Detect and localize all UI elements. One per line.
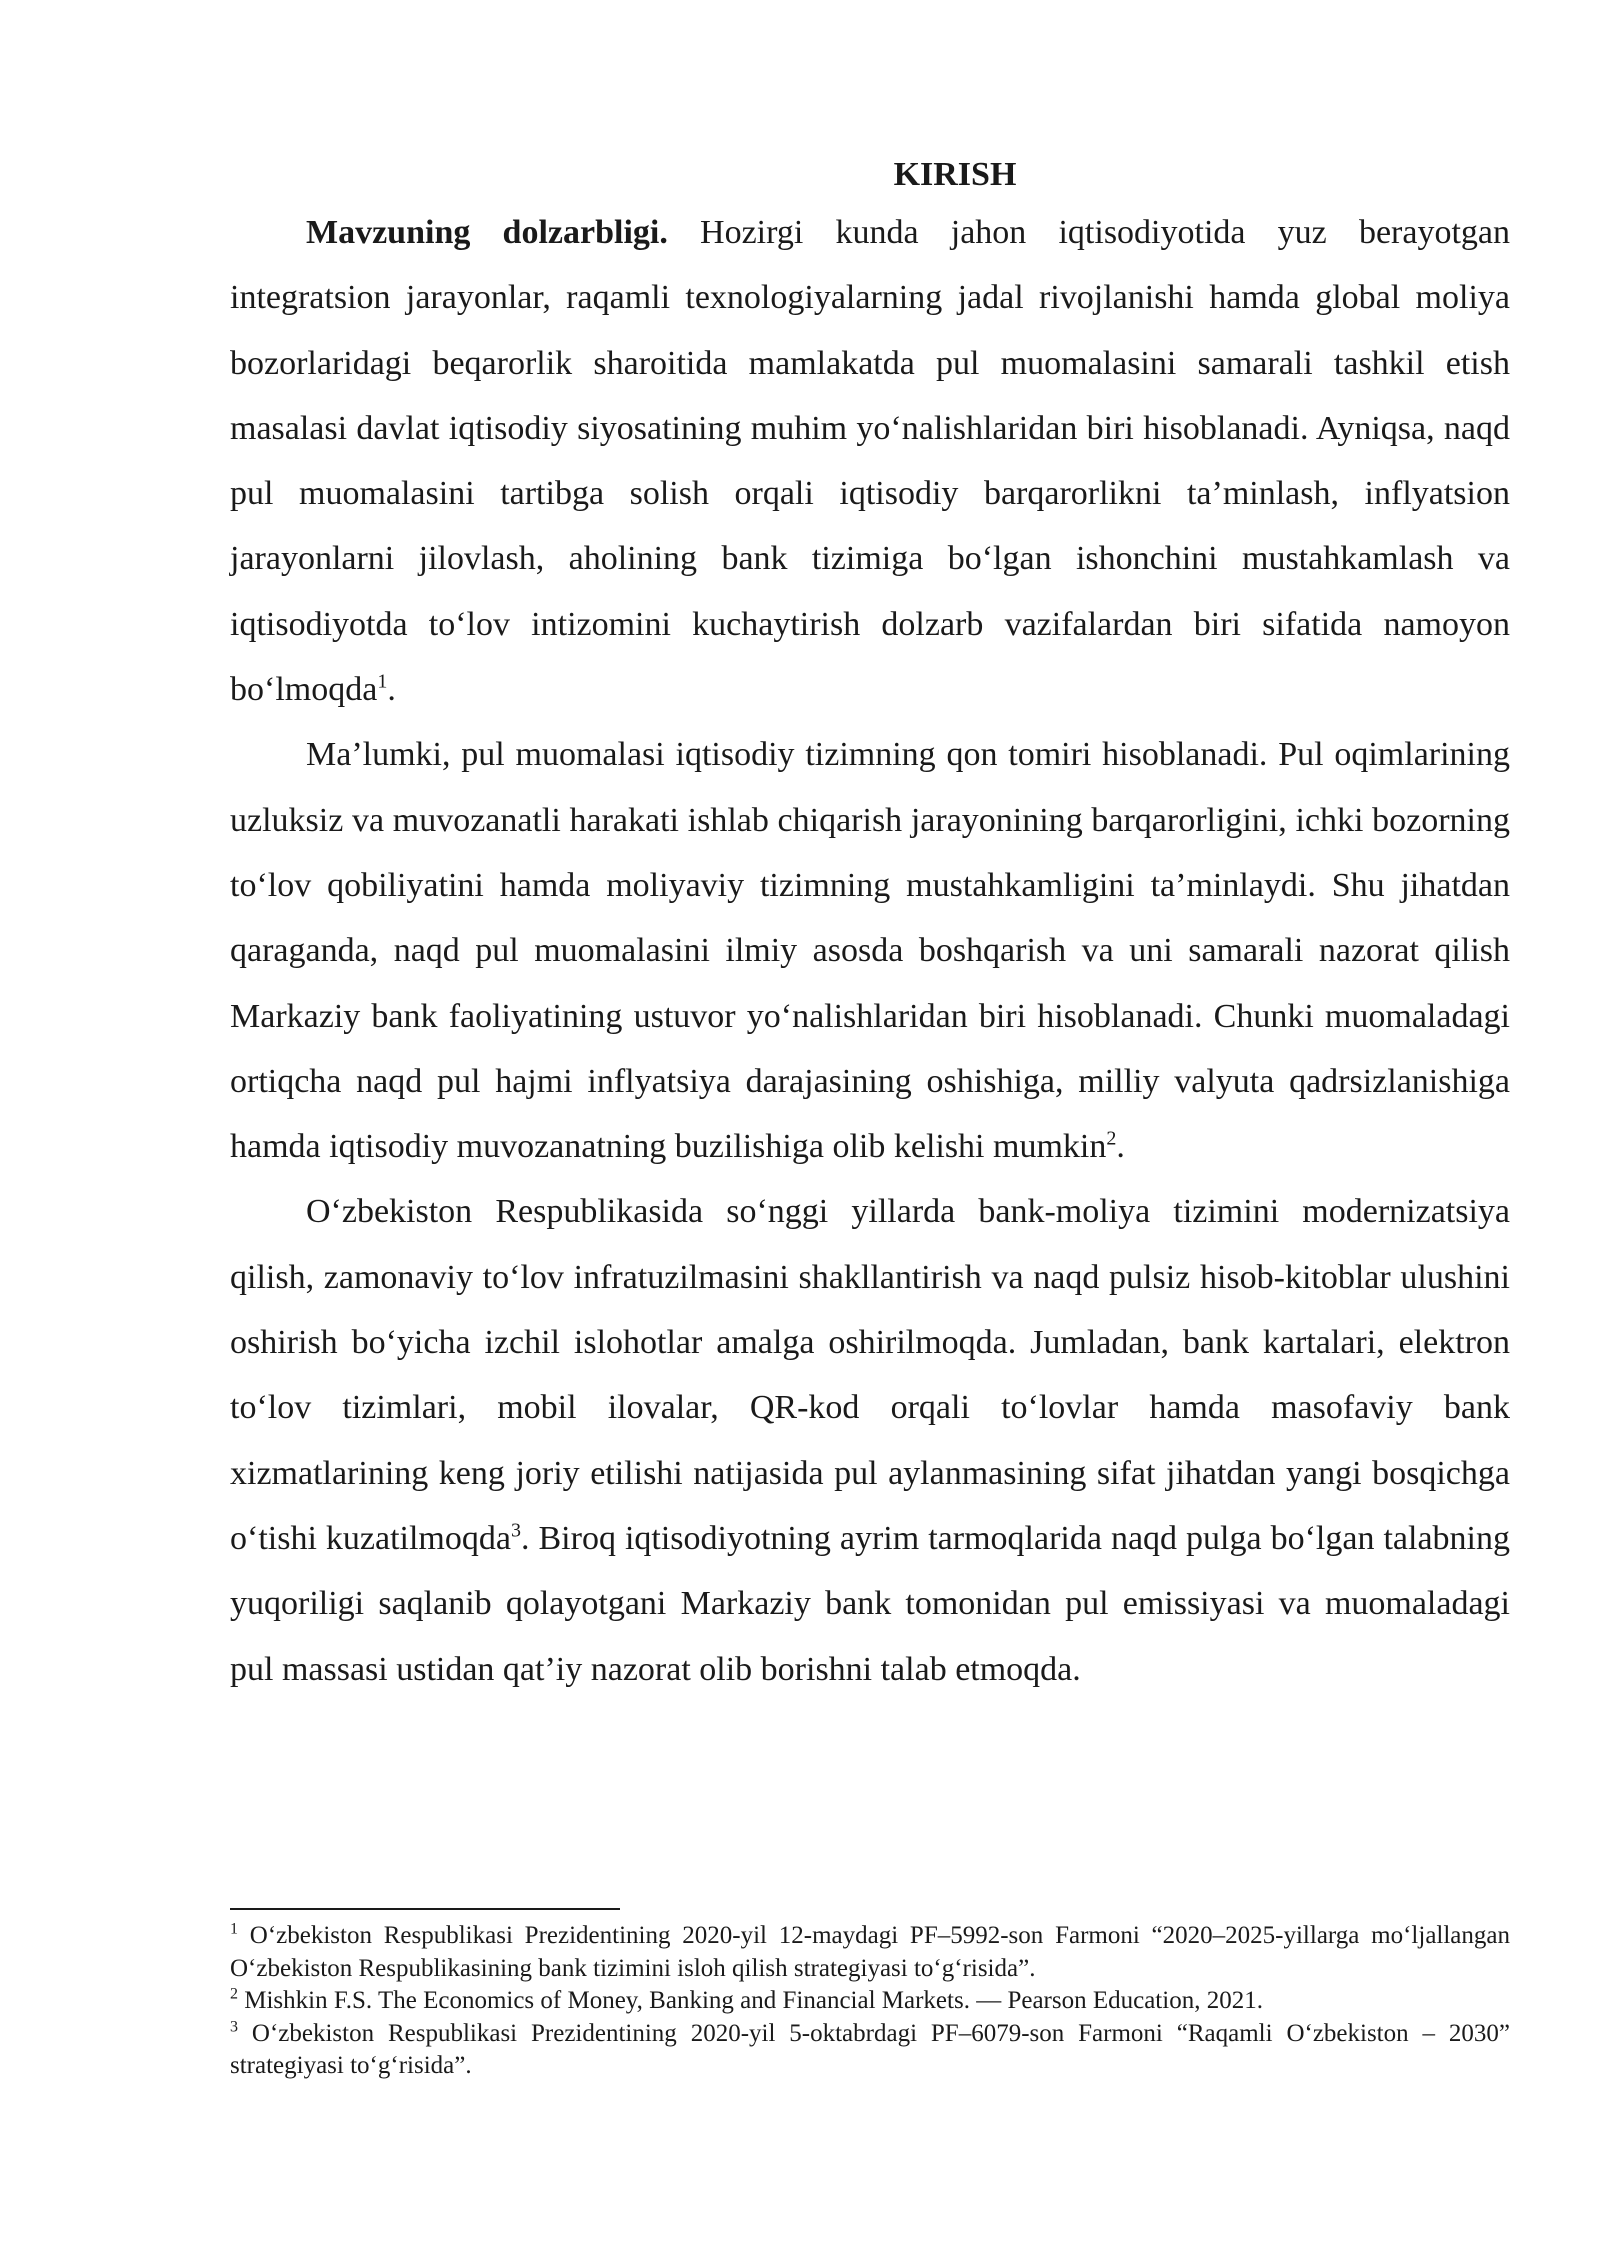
paragraph-relevance [230,200,1510,722]
footnote-ref[interactable]: 1 [377,670,388,693]
paragraph-tail: . Biroq iqtisodiyotning ayrim tarmoqlarida naqd pulga bo‘lgan talabning yuqoriligi saqlanib qolayotgani Markaziy bank tomonidan pul emissiyasi va muomaladagi pul massasi ustidan qat’iy nazorat olib borishni talab etmoqda. [230,1519,1511,1688]
document-page [230,150,1510,1702]
footnote-text: O‘zbekiston Respublikasi Prezidentining 2020-yil 5-oktabrdagi PF–6079-son Farmoni “Raqamli O‘zbekiston – 2030” strategiyasi to‘g‘risida”. [230,2019,1510,2079]
paragraph-text: O‘zbekiston Respublikasida so‘nggi yillarda bank-moliya tizimini modernizatsiya qilish, zamonaviy to‘lov infratuzilmasini shakllantirish va naqd pulsiz hisob-kitoblar ulushini oshirish bo‘yicha izchil islohotlar amalga oshirilmoqda. Jumladan, bank kartalari, elektron to‘lov tizimlari, mobil ilovalar, QR-kod orqali to‘lovlar hamda masofaviy bank xizmatlarining keng joriy etilishi natijasida pul aylanmasining sifat jihatdan yangi bosqichga o‘tishi kuzatilmoqda [230,1193,1510,1557]
footnotes [230,1920,1510,2083]
footnote-number: 2 [230,1985,238,2003]
footnote-text: Mishkin F.S. The Economics of Money, Banking and Financial Markets. — Pearson Education, 2021. [238,1987,1263,2014]
footnote-item [230,1985,1510,2018]
footnote-ref[interactable]: 2 [1106,1127,1117,1150]
paragraph-tail: . [387,671,396,709]
paragraph-tail: . [1116,1128,1125,1166]
footnote-item [230,1920,1510,1985]
page-title: KIRISH [893,156,1017,193]
footnote-text: O‘zbekiston Respublikasi Prezidentining 2020-yil 12-maydagi PF–5992-son Farmoni “2020–2025-yillarga mo‘ljallangan O‘zbekiston Respublikasining bank tizimini isloh qilish strategiyasi to‘g‘risida”. [230,1922,1510,1982]
paragraph-money-circulation [230,722,1510,1179]
footnote-item [230,2018,1510,2083]
footnote-number: 3 [230,2018,238,2036]
footnote-number: 1 [230,1920,238,1938]
footnote-ref[interactable]: 3 [510,1519,521,1542]
paragraph-text: Ma’lumki, pul muomalasi iqtisodiy tizimning qon tomiri hisoblanadi. Pul oqimlarining uzluksiz va muvozanatli harakati ishlab chiqarish jarayonining barqarorligini, ichki bozorning to‘lov qobiliyatini hamda moliyaviy tizimning mustahkamligini ta’minlaydi. Shu jihatdan qaraganda, naqd pul muomalasini ilmiy asosda boshqarish va uni samarali nazorat qilish Markaziy bank faoliyatining ustuvor yo‘nalishlaridan biri hisoblanadi. Chunki muomaladagi ortiqcha naqd pul hajmi inflyatsiya darajasining oshishiga, milliy valyuta qadrsizlanishiga hamda iqtisodiy muvozanatning buzilishiga olib kelishi mumkin [230,736,1510,1166]
paragraph-text: Hozirgi kunda jahon iqtisodiyotida yuz berayotgan integratsion jarayonlar, raqamli texnologiyalarning jadal rivojlanishi hamda global moliya bozorlaridagi beqarorlik sharoitida mamlakatda pul muomalasini samarali tashkil etish masalasi davlat iqtisodiy siyosatining muhim yo‘nalishlaridan biri hisoblanadi. Ayniqsa, naqd pul muomalasini tartibga solish orqali iqtisodiy barqarorlikni ta’minlash, inflyatsion jarayonlarni jilovlash, aholining bank tizimiga bo‘lgan ishonchini mustahkamlash va iqtisodiyotda to‘lov intizomini kuchaytirish dolzarb vazifalardan biri sifatida namoyon bo‘lmoqda [230,214,1511,709]
paragraph-uzbekistan-reforms [230,1179,1510,1701]
paragraph-lead: Mavzuning dolzarbligi. [306,214,668,251]
footnote-separator [230,1908,620,1910]
